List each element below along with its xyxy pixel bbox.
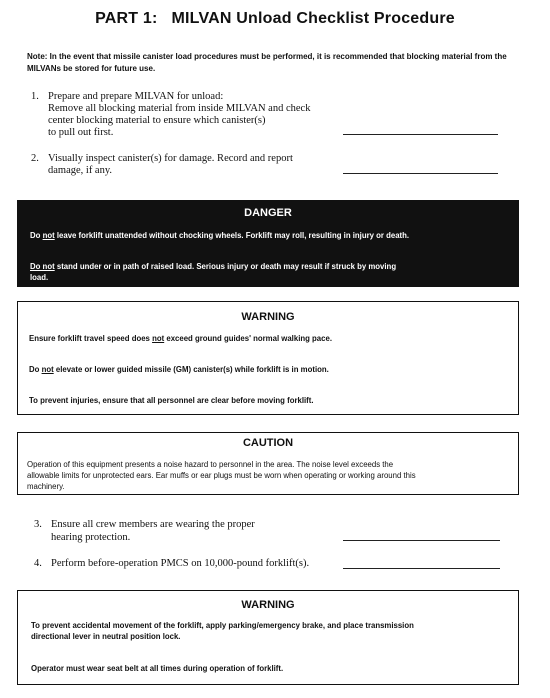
note-text: Note: In the event that missile canister load procedures must be performed, it is recommended that blocking material from the MILVANs be stored for future use.: [27, 52, 507, 73]
warning-line-1: To prevent accidental movement of the forklift, apply parking/emergency brake, and place transmission: [31, 621, 414, 630]
warning-box-2: [17, 590, 519, 685]
step-line: Prepare and prepare MILVAN for unload:: [48, 91, 224, 102]
step-number: 2.: [31, 153, 39, 164]
text-run: leave forklift unattended without chocking wheels. Forklift may roll, resulting in injury or death.: [54, 231, 410, 240]
text-run: Do: [30, 231, 43, 240]
caution-box: [17, 432, 519, 495]
step-line: to pull out first.: [48, 127, 114, 138]
danger-line-1: [30, 230, 409, 241]
step-3: [34, 519, 354, 545]
danger-heading: DANGER: [244, 207, 292, 219]
step-number: 4.: [34, 558, 42, 569]
warning-heading: WARNING: [241, 599, 295, 611]
warning-box-1: [17, 301, 519, 415]
signoff-line-1[interactable]: [343, 134, 498, 135]
warning-line-3: To prevent injuries, ensure that all personnel are clear before moving forklift.: [29, 396, 314, 405]
warning-line-2: directional lever in neutral position lock.: [31, 632, 181, 641]
step-line: hearing protection.: [51, 532, 131, 543]
caution-line: Operation of this equipment presents a noise hazard to personnel in the area. The noise level exceeds the: [27, 460, 394, 469]
step-line: Remove all blocking material from inside MILVAN and check: [48, 103, 311, 114]
emphasis: not: [42, 231, 55, 240]
step-number: 1.: [31, 91, 39, 102]
warning-heading: WARNING: [241, 311, 295, 323]
step-line: center blocking material to ensure which canister(s): [48, 115, 266, 126]
signoff-line-2[interactable]: [343, 173, 498, 174]
text-run: stand under or in path of raised load. Serious injury or death may result if struck by moving: [54, 262, 397, 271]
step-1: [31, 91, 361, 141]
text-run: exceed ground guides' normal walking pace.: [164, 334, 332, 343]
signoff-line-4[interactable]: [343, 568, 500, 569]
emphasis: not: [41, 365, 54, 374]
emphasis: not: [152, 334, 165, 343]
text-run: Ensure forklift travel speed does: [29, 334, 153, 343]
step-line: Perform before-operation PMCS on 10,000-pound forklift(s).: [51, 558, 310, 569]
caution-line: machinery.: [27, 482, 65, 491]
text-run: Do: [29, 365, 42, 374]
caution-line: allowable limits for unprotected ears. Ear muffs or ear plugs must be worn when operating or working around this: [27, 471, 416, 480]
caution-heading: CAUTION: [242, 437, 294, 449]
step-line: damage, if any.: [48, 165, 113, 176]
emphasis: Do not: [30, 262, 55, 271]
danger-box: [17, 200, 519, 287]
step-2: [31, 153, 361, 179]
page-title: PART 1: MILVAN Unload Checklist Procedure: [95, 10, 455, 27]
text-run: load.: [30, 273, 49, 282]
signoff-line-3[interactable]: [343, 540, 500, 541]
warning-line-1: [29, 333, 332, 344]
warning-line-3: Operator must wear seat belt at all times during operation of forklift.: [31, 664, 284, 673]
warning-line-2: [29, 364, 329, 375]
step-line: Visually inspect canister(s) for damage. Record and report: [48, 153, 293, 164]
step-number: 3.: [34, 519, 42, 530]
text-run: elevate or lower guided missile (GM) canister(s) while forklift is in motion.: [53, 365, 329, 374]
danger-line-2: [30, 261, 510, 283]
step-line: Ensure all crew members are wearing the proper: [51, 519, 255, 530]
step-4: [34, 558, 354, 572]
caution-text: [27, 459, 513, 492]
